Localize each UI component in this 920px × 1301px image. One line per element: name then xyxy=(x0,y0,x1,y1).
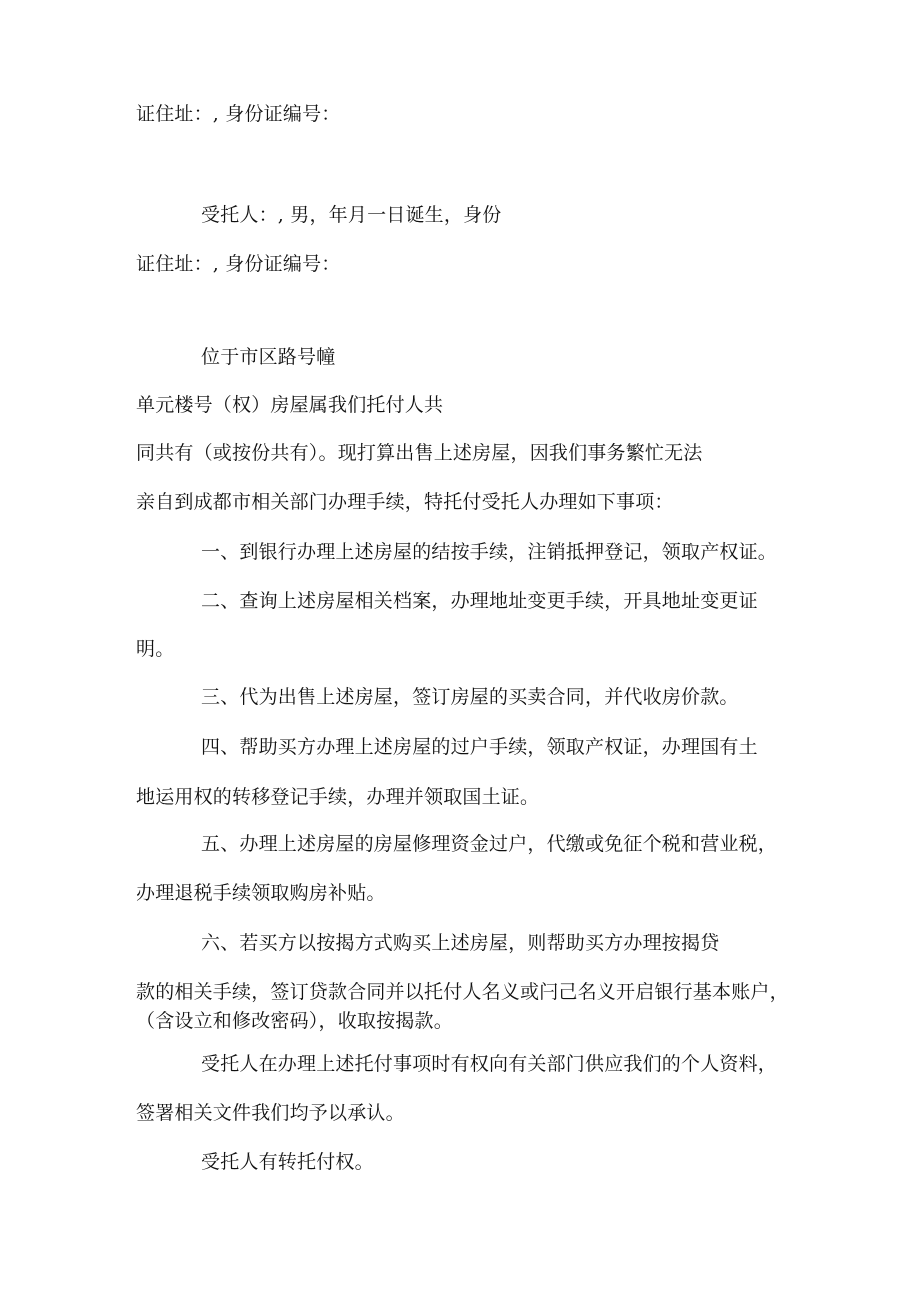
text-line: 三、代为出售上述房屋，签订房屋的买卖合同，并代收房价款。 xyxy=(201,686,739,708)
text-line: 受托人：, 男，年月一日诞生，身份 xyxy=(201,204,502,226)
text-line: 受托人有转托付权。 xyxy=(201,1151,374,1173)
text-line: 证住址：, 身份证编号： xyxy=(136,103,341,125)
text-line: 二、查询上述房屋相关档案，办理地址变更手续，开具地址变更证 xyxy=(201,590,758,612)
text-line: 地运用权的转移登记手续，办理并领取国土证。 xyxy=(136,786,540,808)
text-line: 亲自到成都市相关部门办理手续，特托付受托人办理如下事项： xyxy=(136,491,674,513)
text-line: 六、若买方以按揭方式购买上述房屋，则帮助买方办理按揭贷 xyxy=(201,932,720,954)
text-line: 明。 xyxy=(136,638,175,660)
text-line: 五、办理上述房屋的房屋修理资金过户，代缴或免征个税和营业税， xyxy=(201,833,778,855)
text-line: （含设立和修改密码），收取按揭款。 xyxy=(136,1010,453,1032)
text-line: 款的相关手续，签订贷款合同并以托付人名义或闩己名义开启银行基本账户， xyxy=(136,981,789,1003)
text-line: 一、到银行办理上述房屋的结按手续，注销抵押登记，领取产权证。 xyxy=(201,541,778,563)
text-line: 位于市区路号幢 xyxy=(201,346,336,368)
text-line: 受托人在办理上述托付事项时有权向有关部门供应我们的个人资料， xyxy=(201,1053,778,1075)
text-line: 办理退税手续领取购房补贴。 xyxy=(136,882,386,904)
text-line: 同共有（或按份共有）。现打算出售上述房屋，因我们事务繁忙无法 xyxy=(136,442,703,464)
text-line: 证住址：, 身份证编号： xyxy=(136,253,341,275)
text-line: 单元楼号（权）房屋属我们托付人共 xyxy=(136,394,444,416)
text-line: 四、帮助买方办理上述房屋的过户手续，领取产权证，办理国有土 xyxy=(201,736,758,758)
text-line: 签署相关文件我们均予以承认。 xyxy=(136,1102,405,1124)
